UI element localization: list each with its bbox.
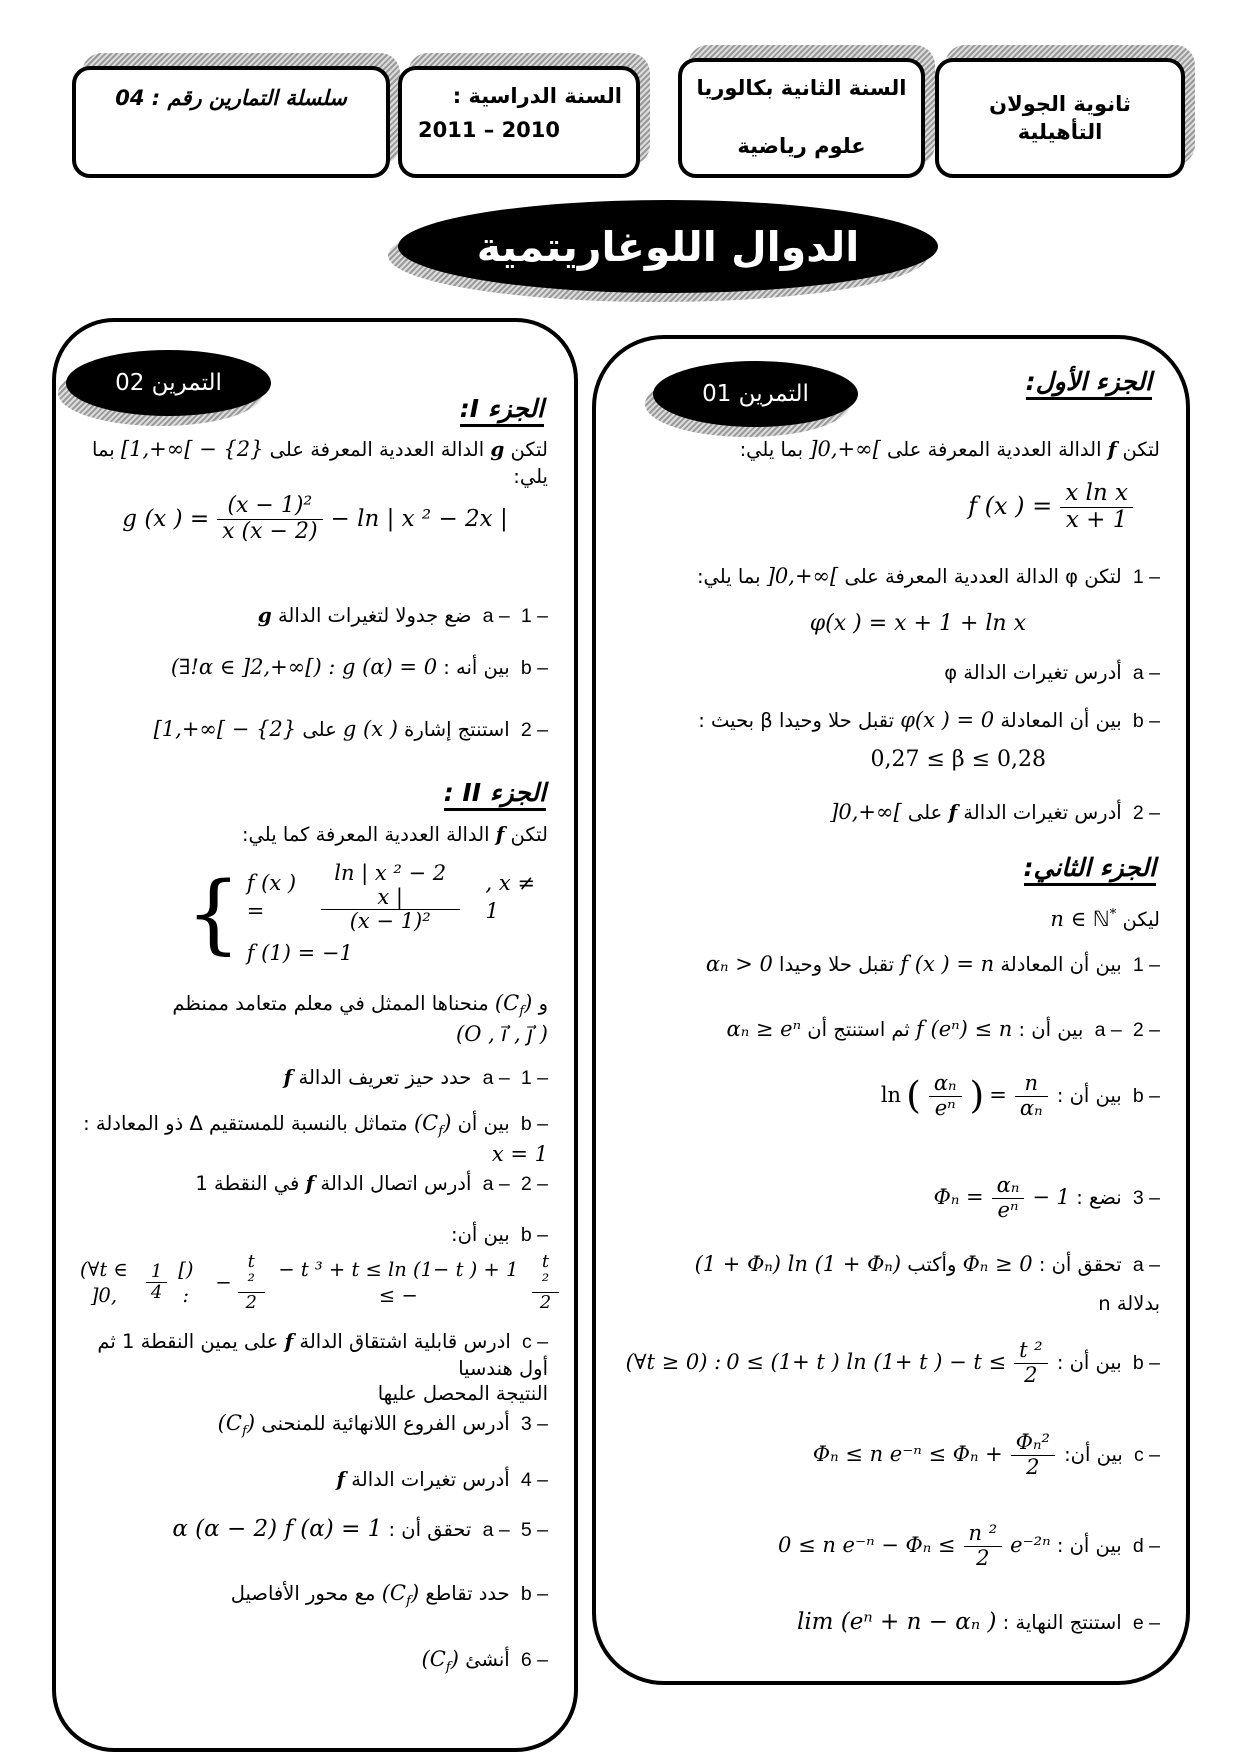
ex1-p2-q3a-line2 <box>622 1291 1160 1317</box>
item-marker: 5 – <box>520 1519 548 1541</box>
arabic-text: الدالة العددية المعرفة على <box>844 565 1059 588</box>
arabic-text: تقبل حلا وحيدا <box>778 709 894 732</box>
arabic-text: ادرس قابلية اشتقاق الدالة <box>299 1330 511 1353</box>
ex2-p2-q2c-line <box>82 1328 548 1407</box>
series-number-label: سلسلة التمارين رقم : 04 <box>115 86 347 110</box>
school-name-line2: التأهيلية <box>1017 120 1103 144</box>
beta-symbol: β <box>760 709 773 732</box>
item-marker: b – <box>520 1113 548 1135</box>
school-name-line1: ثانوية الجولان <box>989 92 1131 116</box>
expression: (1 + Φₙ) ln (1 + Φₙ) <box>694 1252 902 1276</box>
ex2-p2-q4-line <box>82 1466 548 1494</box>
arabic-text: حدد حيز تعريف الدالة <box>298 1066 472 1089</box>
fraction: $\frac{\text{Φₙ²}}{2}$ <box>1011 1431 1055 1479</box>
arabic-text: بين أن المعادلة <box>1000 953 1122 976</box>
item-marker: 3 – <box>520 1413 548 1435</box>
ex1-p2-q3a-line <box>622 1251 1160 1279</box>
interval-notation: [1,+∞[ − {2} <box>120 437 264 461</box>
arabic-text: بما يلي: <box>696 565 761 588</box>
item-marker: e – <box>1132 1612 1160 1634</box>
arabic-text: أدرس اتصال الدالة <box>320 1172 472 1195</box>
arabic-text: لتكن <box>1122 438 1160 461</box>
piecewise-case1: f (x ) = $\frac{\text{ln | x ² − 2 x |}}{\text{(x − 1)²}}$ , x ≠ 1 <box>246 861 535 934</box>
arabic-text: على يمين النقطة <box>140 1330 279 1353</box>
item-marker: d – <box>1132 1535 1160 1558</box>
curve-symbol: $(C_f)$ <box>381 1581 420 1610</box>
ex1-p2-q3b-line <box>622 1339 1160 1387</box>
arabic-text: نضع : <box>1076 1186 1122 1210</box>
function-letter-f: f <box>283 1065 293 1089</box>
arabic-text: حدد تقاطع <box>425 1582 510 1605</box>
item-marker: 4 – <box>520 1469 548 1491</box>
item-marker: b – <box>520 1224 548 1246</box>
item-marker: 6 – <box>520 1649 548 1671</box>
arabic-text: أدرس الفروع اللانهائية للمنحنى <box>261 1412 510 1435</box>
item-marker: a – <box>1132 662 1160 684</box>
school-year-label: السنة الدراسية : <box>452 84 622 108</box>
item-marker: 3 – <box>1132 1187 1160 1210</box>
ex1-p2-q1-line <box>622 951 1160 979</box>
arabic-text: تحقق أن : <box>388 1518 472 1541</box>
ex1-p2-q3c-line <box>622 1431 1160 1479</box>
page-title: الدوال اللوغاريتمية <box>398 200 938 293</box>
item-marker: a – <box>482 1173 510 1195</box>
item-marker: b – <box>1132 710 1160 732</box>
ex2-intro-line <box>82 436 548 489</box>
ex1-p2-q2b-line <box>622 1072 1160 1120</box>
ex1-p2-q3d-line <box>622 1522 1160 1570</box>
ex1-phi-formula: φ(x ) = x + 1 + ln x <box>809 611 1026 636</box>
ex2-p2-q1a-line <box>82 1064 548 1092</box>
item-marker: 1 – <box>1132 566 1160 588</box>
arabic-text: في النقطة <box>214 1172 300 1195</box>
ex1-q1a-line <box>622 660 1160 687</box>
fraction: $\frac{\text{t ²}}{2}$ <box>238 1252 265 1313</box>
item-marker: c – <box>1133 1444 1160 1467</box>
arabic-text: على <box>907 801 943 824</box>
fraction: $\frac{\text{ln | x ² − 2 x |}}{\text{(x − 1)²}}$ <box>321 862 460 934</box>
header-box-year <box>398 66 640 178</box>
arabic-text: بدلالة <box>1116 1292 1160 1315</box>
arabic-text: بحيث : <box>698 709 755 732</box>
arabic-text: بين أن : <box>1018 1018 1084 1041</box>
piecewise-case2: f (1) = −1 <box>246 940 353 965</box>
curve-symbol: $(C_f)$ <box>413 1111 452 1140</box>
item-marker: a – <box>482 605 510 627</box>
function-letter-f: f <box>495 822 505 846</box>
equation: x = 1 <box>491 1141 548 1166</box>
alpha-equation: α (α − 2) f (α) = 1 <box>172 1516 383 1542</box>
ex2-p2-q5a-line <box>82 1514 548 1544</box>
curve-symbol: $(C_f)$ <box>494 991 533 1020</box>
arabic-text: ليكن <box>1122 908 1160 931</box>
ex2-p2-intro-line <box>82 821 548 848</box>
arabic-text: الدالة العددية المعرفة كما يلي: <box>241 823 490 846</box>
arabic-text: بين أن: <box>1064 1443 1123 1467</box>
ex1-p2-q3-line <box>622 1174 1160 1222</box>
arabic-text: ضع جدولا لتغيرات الدالة <box>277 604 472 627</box>
fraction: $\frac{n}{\text{αₙ}}$ <box>1015 1072 1048 1120</box>
item-marker: b – <box>1132 1352 1160 1375</box>
exercise2-part2-heading: الجزء II : <box>444 778 546 811</box>
ex2-p2-q5b-line <box>82 1580 548 1611</box>
point-number: 1 <box>122 1330 135 1353</box>
phi-symbol: φ <box>1065 565 1079 588</box>
big-paren: ( <box>906 1073 921 1118</box>
piecewise-brace: { <box>186 863 241 964</box>
big-paren: ) <box>969 1073 985 1118</box>
exercise2-part1-heading: الجزء I: <box>460 394 544 427</box>
fraction: $\frac{1}{4}$ <box>146 1262 167 1303</box>
arabic-text: لتكن <box>510 438 548 461</box>
item-marker: a – <box>482 1067 510 1089</box>
ex1-intro-line <box>622 436 1160 464</box>
arabic-text: تحقق أن : <box>1038 1253 1122 1276</box>
ex2-p2-q2b-formula: (∀t ∈ ]0, $\frac{1}{4}$ [) : − $\frac{\text{t ²}}{2}$ − t ³ + t ≤ ln (1− t ) + 1 ≤ − $\frac{\text{t ²}}{2}$ <box>68 1252 562 1313</box>
arabic-text: بين أن <box>457 1112 510 1135</box>
arabic-text: بين أن : <box>1056 1351 1122 1375</box>
header-box-school <box>935 58 1185 178</box>
function-letter-f: f <box>948 800 958 824</box>
exercise1-part1-heading: الجزء الأول: <box>1026 367 1152 400</box>
delta-symbol: Δ <box>189 1112 203 1135</box>
n-letter: n <box>1098 1292 1111 1315</box>
arabic-text: بين أن المعادلة <box>1000 709 1122 732</box>
function-letter-g: g <box>490 437 505 461</box>
item-marker: 1 – <box>520 605 548 627</box>
interval-notation: [1,+∞[ − {2} <box>153 717 297 741</box>
fraction: $\frac{\text{n ²}}{2}$ <box>964 1522 1003 1570</box>
level-line1: السنة الثانية بكالوريا <box>696 76 907 100</box>
inequality-with-fraction: (∀t ≥ 0) : 0 ≤ (1+ t ) ln (1+ t ) − t ≤ $\frac{\text{t ²}}{2}$ <box>626 1339 1051 1387</box>
arabic-text: تقبل حلا وحيدا <box>779 953 895 976</box>
fraction: $\frac{\text{x ln x}}{x + 1}$ <box>1060 481 1133 534</box>
arabic-text: متماثل بالنسبة للمستقيم <box>208 1112 408 1135</box>
arabic-text: ثم استنتج أن <box>807 1018 910 1041</box>
inequality: αₙ ≥ eⁿ <box>726 1017 802 1041</box>
item-marker: b – <box>520 657 548 679</box>
ex1-q1b-line <box>622 707 1160 735</box>
arabic-text: أدرس تغيرات الدالة <box>963 661 1122 684</box>
exercise1-badge: التمرين 01 <box>653 361 858 427</box>
item-marker: a – <box>1094 1019 1122 1041</box>
interval-notation: ]0,+∞[ <box>830 800 902 824</box>
function-letter-g: g <box>257 603 272 627</box>
item-marker: 2 – <box>1132 1019 1160 1041</box>
function-letter-f: f <box>336 1467 346 1491</box>
ex2-q2-line <box>82 716 548 744</box>
arabic-text: مع محور الأفاصيل <box>230 1582 376 1605</box>
arabic-text: على <box>302 718 337 741</box>
phi-definition: Φₙ = $\frac{\text{αₙ}}{\text{eⁿ}}$ − 1 <box>933 1173 1070 1222</box>
arabic-text: بين أنه : <box>443 656 510 679</box>
ex2-p2-q2b-label <box>82 1222 548 1249</box>
arabic-text: بين أن : <box>1056 1534 1122 1558</box>
interval-notation: ]0,+∞[ <box>809 437 881 461</box>
ex2-p2-q3-line <box>82 1410 548 1441</box>
item-marker: a – <box>482 1519 510 1541</box>
n-in-N-star: n ∈ ℕ* <box>1050 907 1117 931</box>
ex1-q1-line <box>622 563 1160 591</box>
point-number: 1 <box>195 1172 208 1195</box>
ex2-g-definition-formula: g (x ) = $\frac{\text{(x − 1)²}}{x (x - 2)}$ − ln | x ² − 2x | <box>122 493 508 544</box>
function-letter-f: f <box>1107 437 1117 461</box>
fraction: $\frac{\text{t ²}}{2}$ <box>1014 1339 1048 1387</box>
inequality-with-fraction: Φₙ ≤ n e⁻ⁿ ≤ Φₙ + $\frac{\text{Φₙ²}}{2}$ <box>813 1431 1058 1479</box>
arabic-text: الدالة العددية المعرفة على <box>887 438 1102 461</box>
item-marker: 2 – <box>520 1173 548 1195</box>
arabic-text: بما يلي: <box>739 438 804 461</box>
arabic-text: استنتج النهاية : <box>1002 1611 1122 1634</box>
limit-expression: lim (eⁿ + n − αₙ ) <box>796 1609 997 1635</box>
function-letter-f: f <box>305 1171 315 1195</box>
item-marker: c – <box>521 1331 548 1353</box>
arabic-text: لتكن <box>510 823 548 846</box>
ex1-q2-line <box>622 799 1160 827</box>
ex1-p2-intro-line <box>622 906 1160 934</box>
formula-lhs: f (x ) = <box>968 492 1053 521</box>
exercise1-panel <box>592 335 1190 1685</box>
ex2-curve-line <box>82 990 548 1049</box>
ex1-f-definition-formula <box>968 481 1136 534</box>
arabic-text: لتكن <box>1084 565 1122 588</box>
ex2-piecewise-definition <box>186 862 548 967</box>
frame-notation: (O , i⃗ , j⃗ ) <box>456 1021 548 1046</box>
exercise1-part2-heading: الجزء الثاني: <box>1024 853 1156 886</box>
arabic-text: ذو المعادلة : <box>83 1112 184 1135</box>
function-letter-f: f <box>284 1329 294 1353</box>
inequality-with-fraction: 0 ≤ n e⁻ⁿ − Φₙ ≤ $\frac{\text{n ²}}{2}$ e⁻²ⁿ <box>778 1521 1051 1570</box>
arabic-text: و <box>538 992 548 1015</box>
ex2-p2-q2a-line <box>82 1170 548 1198</box>
exercise2-badge: التمرين 02 <box>66 350 271 416</box>
ex2-p2-q6-line <box>82 1646 548 1677</box>
interval-notation: ]0,+∞[ <box>766 564 839 588</box>
arabic-text: بما يلي: <box>92 438 548 488</box>
arabic-text: ثم أول هندسيا <box>97 1330 548 1380</box>
arabic-text: استنتج إشارة <box>404 718 510 741</box>
item-marker: a – <box>1132 1254 1160 1276</box>
arabic-text: أدرس تغيرات الدالة <box>963 801 1122 824</box>
fraction: $\frac{\text{(x − 1)²}}{x (x - 2)}$ <box>217 494 322 544</box>
fraction: $\frac{\text{t ²}}{2}$ <box>532 1252 559 1313</box>
arabic-text: منحناها الممثل في معلم متعامد ممنظم <box>172 992 489 1015</box>
header-box-level <box>678 58 925 178</box>
equation: φ(x ) = 0 <box>900 708 995 732</box>
arabic-text: بين أن: <box>451 1223 510 1246</box>
item-marker: 1 – <box>1132 954 1160 976</box>
ex2-q1b-line <box>82 654 548 682</box>
equation: f (x ) = n <box>900 952 995 976</box>
curve-symbol: $(C_f)$ <box>421 1647 459 1676</box>
arabic-text: وأكتب <box>907 1253 957 1276</box>
level-line2: علوم رياضية <box>737 134 866 158</box>
ex1-p2-q3e-line <box>622 1607 1160 1637</box>
item-marker: 2 – <box>520 719 548 741</box>
ex2-p2-q1b-line <box>82 1110 548 1169</box>
inequality: Φₙ ≥ 0 <box>962 1252 1033 1276</box>
phi-symbol: φ <box>944 661 958 684</box>
school-year-value: 2011 – 2010 <box>418 118 561 142</box>
fraction: $\frac{\text{αₙ}}{\text{eⁿ}}$ <box>992 1174 1025 1222</box>
inequality: f (eⁿ) ≤ n <box>916 1017 1013 1041</box>
item-marker: 1 – <box>520 1067 548 1089</box>
arabic-text: أنشئ <box>465 1648 510 1671</box>
ex1-p2-q2a-line <box>622 1016 1160 1044</box>
arabic-text: بين أن : <box>1056 1084 1122 1108</box>
ex2-q1a-line <box>82 602 548 630</box>
log-fraction-equation: ln ( $\frac{\text{αₙ}}{\text{eⁿ}}$ ) = $\frac{n}{\text{αₙ}}$ <box>881 1072 1051 1120</box>
existence-equation: (∃!α ∈ ]2,+∞[) : g (α) = 0 <box>170 655 438 679</box>
curve-symbol: $(C_f)$ <box>217 1411 256 1440</box>
item-marker: b – <box>520 1583 548 1605</box>
arabic-text: الدالة العددية المعرفة على <box>269 438 485 461</box>
alpha-n-positive: αₙ > 0 <box>705 952 773 976</box>
arabic-text: أدرس تغيرات الدالة <box>351 1468 510 1491</box>
arabic-text-line2: النتيجة المحصل عليها <box>377 1382 548 1406</box>
exercise2-panel <box>52 318 578 1752</box>
item-marker: b – <box>1132 1085 1160 1108</box>
g-of-x: g (x ) <box>342 717 398 741</box>
ex1-beta-bounds: 0,27 ≤ β ≤ 0,28 <box>870 747 1046 772</box>
item-marker: 2 – <box>1132 802 1160 824</box>
fraction: $\frac{\text{αₙ}}{\text{eⁿ}}$ <box>929 1072 962 1120</box>
header-box-series <box>72 66 390 178</box>
